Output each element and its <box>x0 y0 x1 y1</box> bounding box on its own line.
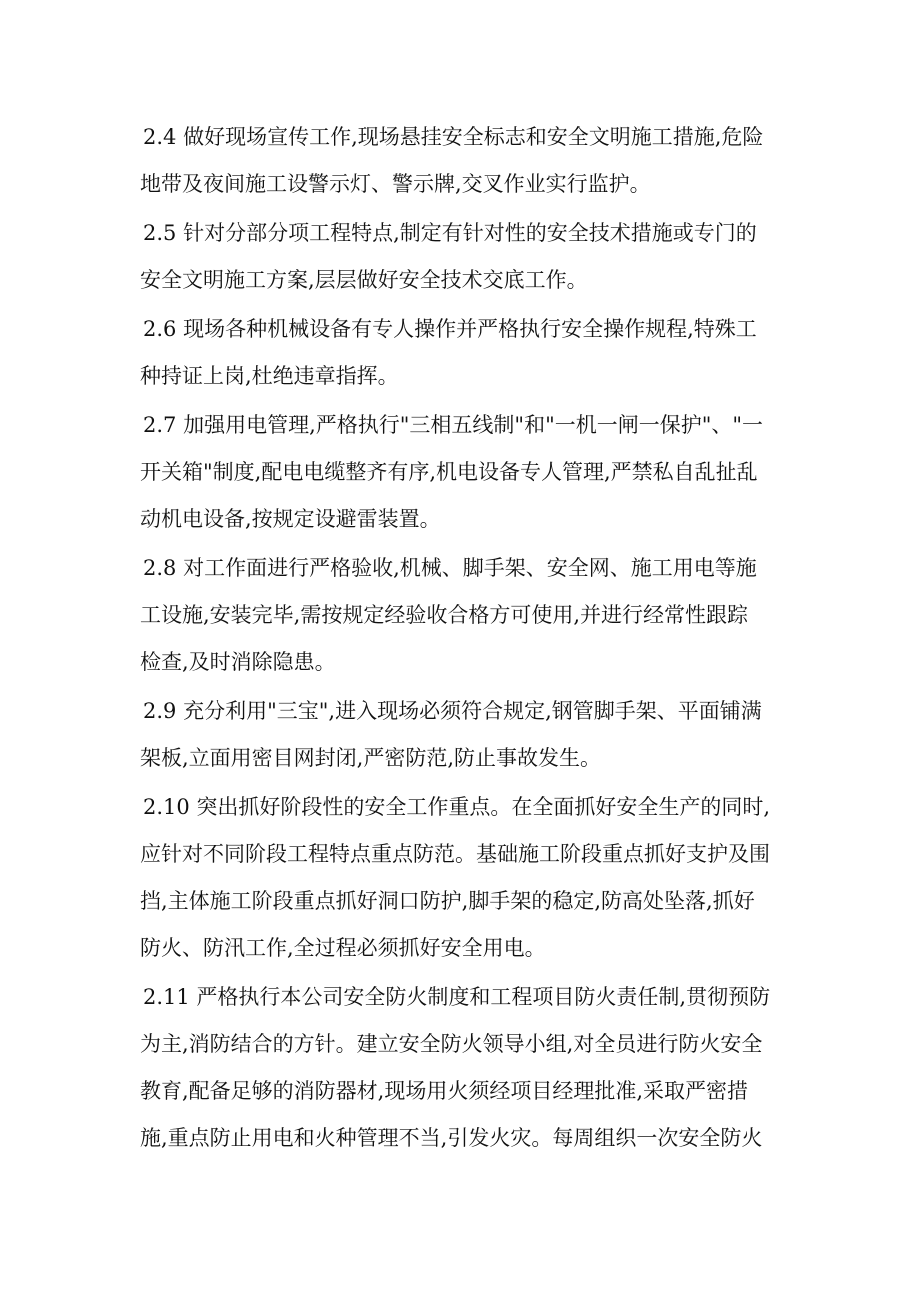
text-line: 2.11 严格执行本公司安全防火制度和工程项目防火责任制,贯彻预防 <box>143 985 771 1009</box>
text-line: 2.10 突出抓好阶段性的安全工作重点。在全面抓好安全生产的同时, <box>143 795 771 819</box>
text-line: 挡,主体施工阶段重点抓好洞口防护,脚手架的稳定,防高处坠落,抓好 <box>140 889 755 913</box>
text-line: 开关箱"制度,配电电缆整齐有序,机电设备专人管理,严禁私自乱扯乱 <box>140 460 758 484</box>
text-line: 检查,及时消除隐患。 <box>140 650 336 674</box>
text-line: 动机电设备,按规定设避雷装置。 <box>140 507 441 531</box>
text-line: 种持证上岗,杜绝违章指挥。 <box>140 364 399 388</box>
text-line: 2.8 对工作面进行严格验收,机械、脚手架、安全网、施工用电等施 <box>143 556 757 580</box>
text-line: 2.7 加强用电管理,严格执行"三相五线制"和"一机一闸一保护"、"一 <box>143 413 764 437</box>
text-line: 工设施,安装完毕,需按规定经验收合格方可使用,并进行经常性跟踪 <box>140 603 749 627</box>
text-line: 2.4 做好现场宣传工作,现场悬挂安全标志和安全文明施工措施,危险 <box>143 125 764 149</box>
text-line: 为主,消防结合的方针。建立安全防火领导小组,对全员进行防火安全 <box>140 1032 763 1056</box>
text-line: 架板,立面用密目网封闭,严密防范,防止事故发生。 <box>140 746 602 770</box>
text-line: 2.5 针对分部分项工程特点,制定有针对性的安全技术措施或专门的 <box>143 221 757 245</box>
text-line: 施,重点防止用电和火种管理不当,引发火灾。每周组织一次安全防火 <box>140 1126 763 1150</box>
text-line: 2.6 现场各种机械设备有专人操作并严格执行安全操作规程,特殊工 <box>143 317 757 341</box>
text-line: 防火、防汛工作,全过程必须抓好安全用电。 <box>140 936 546 960</box>
text-line: 应针对不同阶段工程特点重点防范。基础施工阶段重点抓好支护及围 <box>140 842 770 866</box>
text-line: 安全文明施工方案,层层做好安全技术交底工作。 <box>140 268 588 292</box>
text-line: 2.9 充分利用"三宝",进入现场必须符合规定,钢管脚手架、平面铺满 <box>143 699 762 723</box>
text-line: 教育,配备足够的消防器材,现场用火须经项目经理批准,采取严密措 <box>140 1079 749 1103</box>
text-line: 地带及夜间施工设警示灯、警示牌,交叉作业实行监护。 <box>140 172 651 196</box>
